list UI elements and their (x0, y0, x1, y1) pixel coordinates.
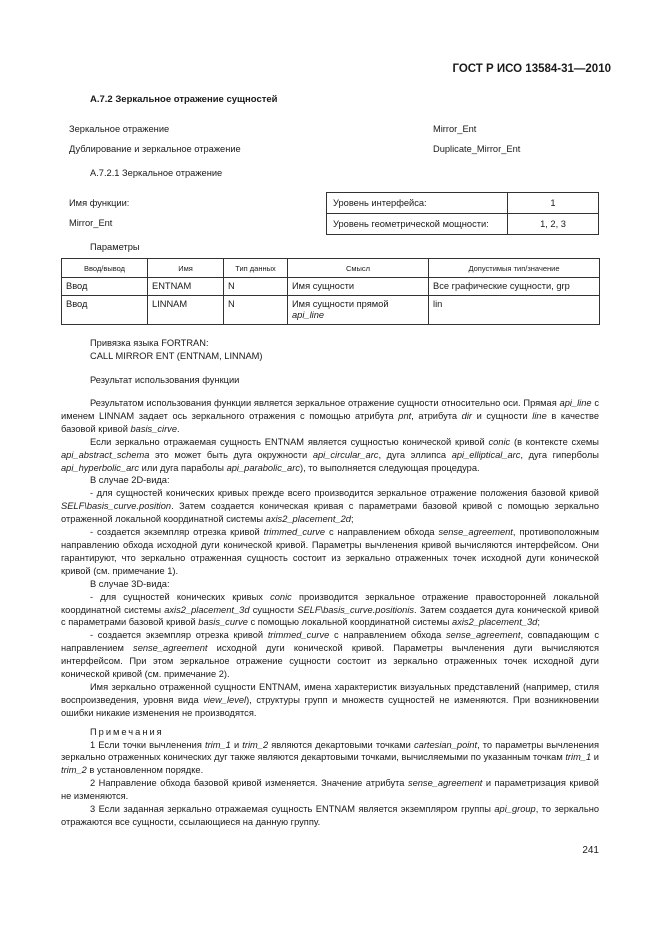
col-header-meaning: Смысл (288, 259, 429, 278)
cell-name: LINNAM (148, 296, 224, 325)
params-title: Параметры (90, 242, 140, 252)
notes-title: Примечания (90, 726, 164, 737)
cell-meaning: Имя сущности (288, 278, 429, 296)
geometric-power-label: Уровень геометрической мощности: (327, 214, 508, 235)
cell-allowed: Все графические сущности, grp (429, 278, 600, 296)
section-title: A.7.2 Зеркальное отражение сущностей (90, 94, 278, 105)
name-label-2: Дублирование и зеркальное отражение (69, 144, 241, 154)
cell-io: Ввод (62, 278, 148, 296)
paragraph: - создается экземпляр отрезка кривой trimmed_curve с направлением обхода sense_agreement, противоположным направлению обхода исходной дуги конической кривой. Параметры вычленения кривой вычисляются интерфейсом. Они гарантируют, что зеркально отраженная сущность состоит из зеркально отраженных точек исходной дуги конической кривой (см. примечание 1). (61, 527, 599, 576)
note-1: 1 Если точки вычленения trim_1 и trim_2 являются декартовыми точками cartesian_point, то параметры вычленения зеркально отраженных конических дуг также являются декартовыми точками, вычисляемыми по указанным точкам trim_1 и trim_2 в установленном порядке. (61, 739, 600, 776)
paragraph: - для сущностей конических кривых прежде всего производится зеркальное отражение положения базовой кривой SELF\basis_curve.position. Затем создается коническая кривая с параметрами базовой кривой с помощью зеркально отраженной локальной координатной системы axis2_placement_2d; (61, 488, 599, 525)
col-header-name: Имя (148, 259, 224, 278)
note-3: 3 Если заданная зеркально отражаемая сущность ENTNAM является экземпляром группы api_group, то зеркально отражаются все сущности, ссылающиеся на данную группу. (61, 804, 599, 827)
table-row (62, 296, 600, 325)
paragraph: - создается экземпляр отрезка кривой trimmed_curve с направлением обхода sense_agreement, совпадающим с направлением sense_agreement исходной дуги конической кривой. Параметры вычленения дуги вычисляются интерфейсом. При этом зеркальное отражение сущности состоит из зеркально отраженных точек исходной дуги конической кривой (см. примечание 2). (61, 630, 599, 680)
cell-name: ENTNAM (148, 278, 224, 296)
paragraph: Имя зеркально отраженной сущности ENTNAM, имена характеристик визуальных представлений (например, стиля воспроизведения, уровня вида view_level), структуры групп и множеств сущностей не изменяются. При возникновении ошибки никакие изменения не производятся. (61, 681, 600, 718)
paragraph: Результатом использования функции является зеркальное отражение сущности относительно оси. Прямая api_line с именем LINNAM задает ось зеркального отражения с помощью атрибута pnt, атрибута dir и сущности line в качестве базовой кривой basis_cirve. (61, 398, 599, 434)
cell-allowed: lin (429, 296, 600, 325)
paragraph: В случае 2D-вида: (90, 475, 170, 486)
col-header-type: Тип данных (224, 259, 288, 278)
col-header-io: Ввод/вывод (62, 259, 148, 278)
cell-meaning-text: Имя сущности прямой (292, 299, 389, 309)
name-value-1: Mirror_Ent (433, 124, 477, 134)
col-header-allowed: Допустимыя тип/значение (429, 259, 600, 278)
cell-type: N (224, 278, 288, 296)
main-text (61, 397, 599, 829)
function-name-value: Mirror_Ent (69, 218, 113, 228)
page-number: 241 (582, 845, 599, 856)
fortran-binding-label: Привязка языка FORTRAN: (90, 338, 209, 348)
cell-type: N (224, 296, 288, 325)
paragraph: Если зеркально отражаемая сущность ENTNAM является сущностью конической кривой conic (в контексте схемы api_abstract_schema это может быть дуга окружности api_circular_arc, дуга эллипса api_elliptical_arc, дуга гиперболы api_hyperbolic_arc или дуга параболы api_parabolic_arc), то выполняется следующая процедура. (61, 436, 599, 473)
result-title: Результат использования функции (90, 375, 240, 385)
interface-level-label: Уровень интерфейса: (327, 193, 508, 214)
interface-level-value: 1 (508, 193, 599, 214)
params-table (61, 258, 600, 325)
function-name-label: Имя функции: (69, 198, 130, 208)
paragraph: - для сущностей конических кривых conic производится зеркальное отражение правосторонней локальной координатной системы axis2_placement_3d сущности SELF\basis_curve.positionis. Затем создается дуга конической кривой с параметрами базовой кривой basis_curve с помощью локальной координатной системы axis2_placement_3d; (61, 591, 599, 628)
document-header: ГОСТ Р ИСО 13584-31—2010 (452, 63, 611, 75)
name-label-1: Зеркальное отражение (69, 124, 170, 134)
note-2: 2 Направление обхода базовой кривой изменяется. Значение атрибута sense_agreement и параметризация кривой не изменяются. (61, 778, 599, 802)
cell-meaning-italic: api_line (292, 310, 325, 320)
cell-meaning (288, 296, 429, 325)
geometric-power-value: 1, 2, 3 (508, 214, 599, 235)
table-row (62, 278, 600, 296)
fortran-call: CALL MIRROR ENT (ENTNAM, LINNAM) (90, 351, 263, 361)
table-header-row (62, 259, 600, 278)
cell-io: Ввод (62, 296, 148, 325)
paragraph: В случае 3D-вида: (90, 578, 170, 589)
function-level-table (326, 192, 599, 235)
subsection-title: A.7.2.1 Зеркальное отражение (90, 168, 223, 178)
name-value-2: Duplicate_Mirror_Ent (433, 144, 521, 154)
